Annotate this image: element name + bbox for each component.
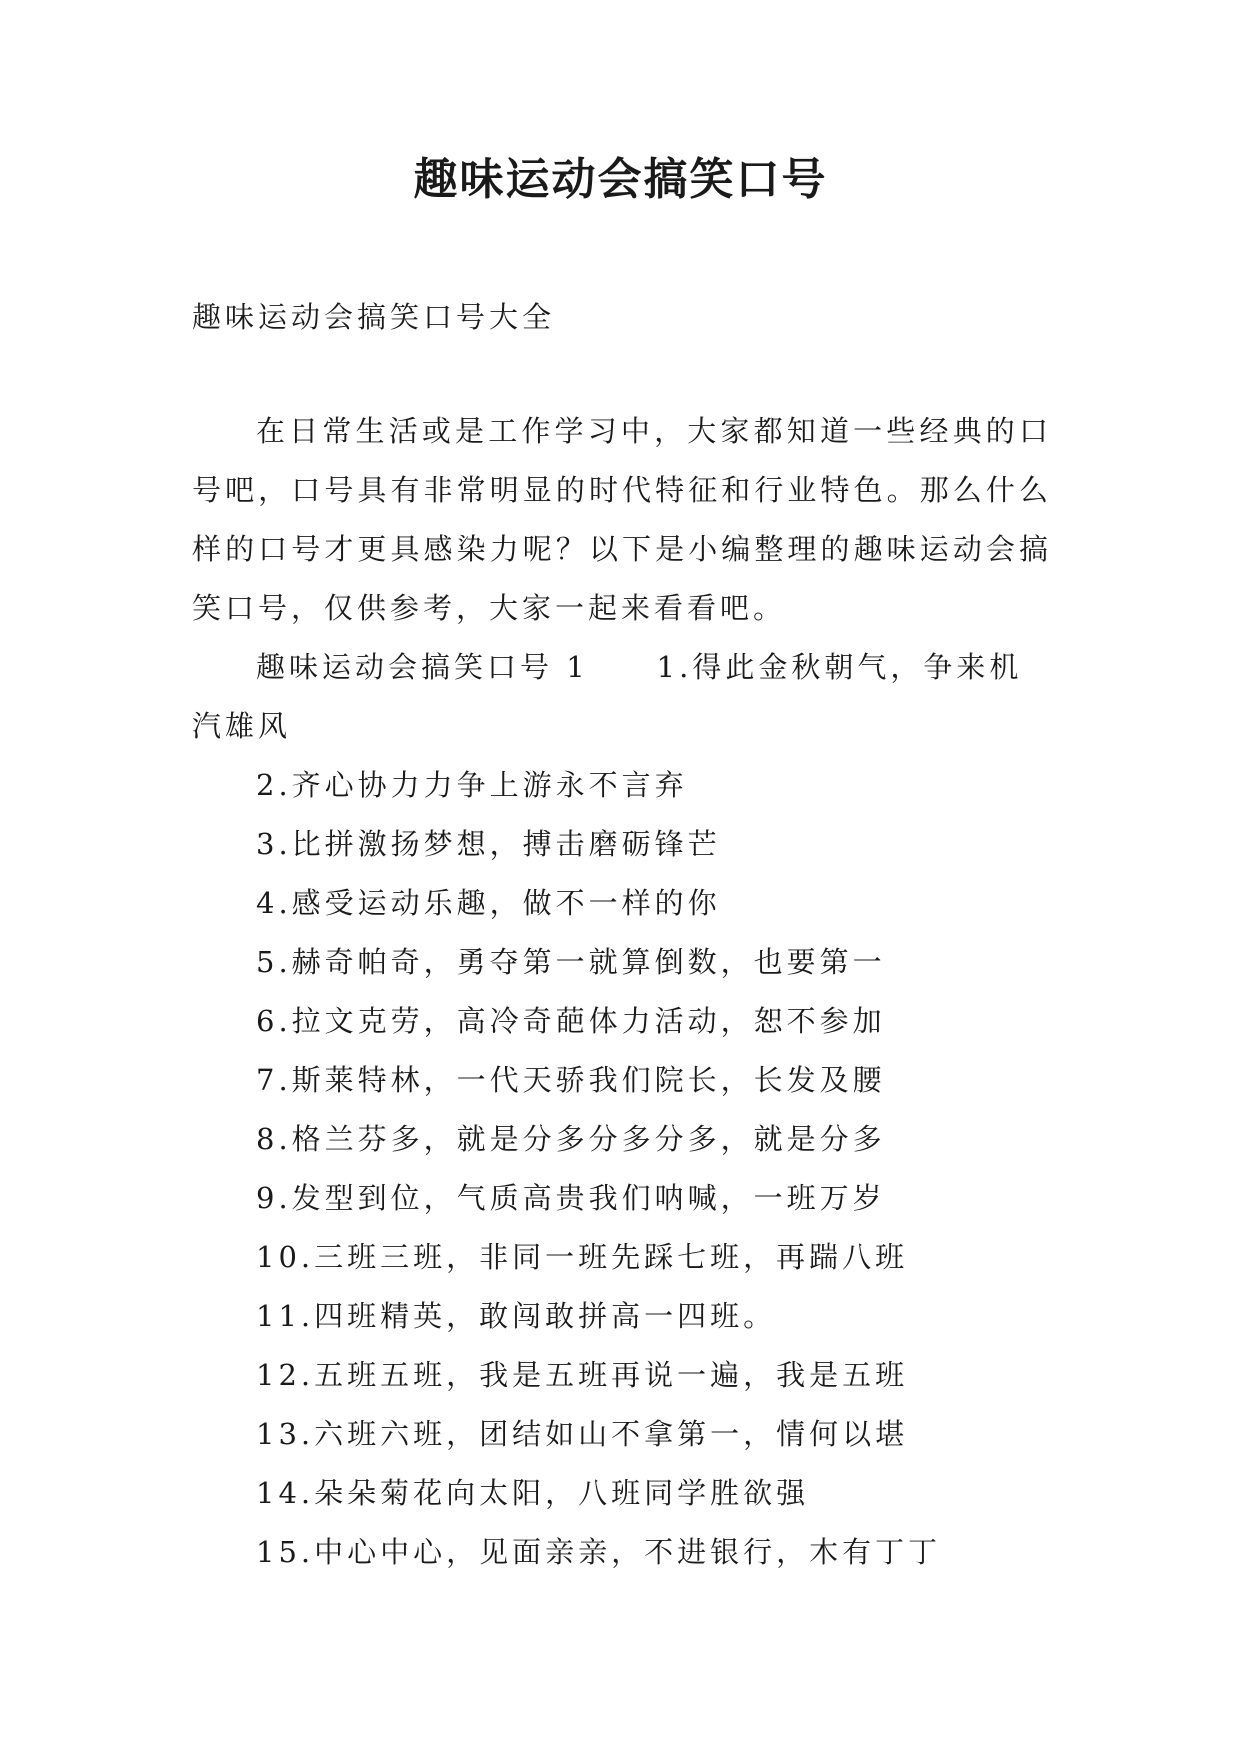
slogan-item-12: 12.五班五班，我是五班再说一遍，我是五班	[256, 1358, 909, 1392]
slogan-item-8: 8.格兰芬多，就是分多分多分多，就是分多	[256, 1122, 886, 1156]
intro-paragraph: 在日常生活或是工作学习中，大家都知道一些经典的口号吧，口号具有非常明显的时代特征和行业特色。那么什么样的口号才更具感染力呢？以下是小编整理的趣味运动会搞笑口号，仅供参考，大家一起来看看吧。	[192, 414, 1052, 625]
slogan-item-6: 6.拉文克劳，高冷奇葩体力活动，恕不参加	[256, 1004, 886, 1038]
document-body	[192, 288, 1052, 1582]
slogan-item-9: 9.发型到位，气质高贵我们呐喊，一班万岁	[256, 1181, 886, 1215]
document-subtitle: 趣味运动会搞笑口号大全	[192, 300, 556, 334]
slogan-list	[192, 756, 1052, 1582]
slogan-item-11: 11.四班精英，敢闯敢拼高一四班。	[256, 1299, 777, 1333]
slogan-item-4: 4.感受运动乐趣，做不一样的你	[256, 886, 721, 920]
slogan-item-2: 2.齐心协力力争上游永不言弃	[256, 768, 688, 802]
slogan-item-1: 1.得此金秋朝气，争来机汽雄风	[192, 650, 1023, 743]
slogan-item-3: 3.比拼激扬梦想，搏击磨砺锋芒	[256, 827, 721, 861]
slogan-item-15: 15.中心中心，见面亲亲，不进银行，木有丁丁	[256, 1535, 942, 1569]
slogan-item-5: 5.赫奇帕奇，勇夺第一就算倒数，也要第一	[256, 945, 886, 979]
slogan-item-7: 7.斯莱特林，一代天骄我们院长，长发及腰	[256, 1063, 886, 1097]
slogan-item-14: 14.朵朵菊花向太阳，八班同学胜欲强	[256, 1476, 810, 1510]
section-heading: 趣味运动会搞笑口号 1	[256, 650, 589, 684]
document-title: 趣味运动会搞笑口号	[413, 154, 828, 205]
slogan-item-13: 13.六班六班，团结如山不拿第一，情何以堪	[256, 1417, 909, 1451]
section-heading-line	[192, 638, 1052, 756]
slogan-item-10: 10.三班三班，非同一班先踩七班，再踹八班	[256, 1240, 909, 1274]
